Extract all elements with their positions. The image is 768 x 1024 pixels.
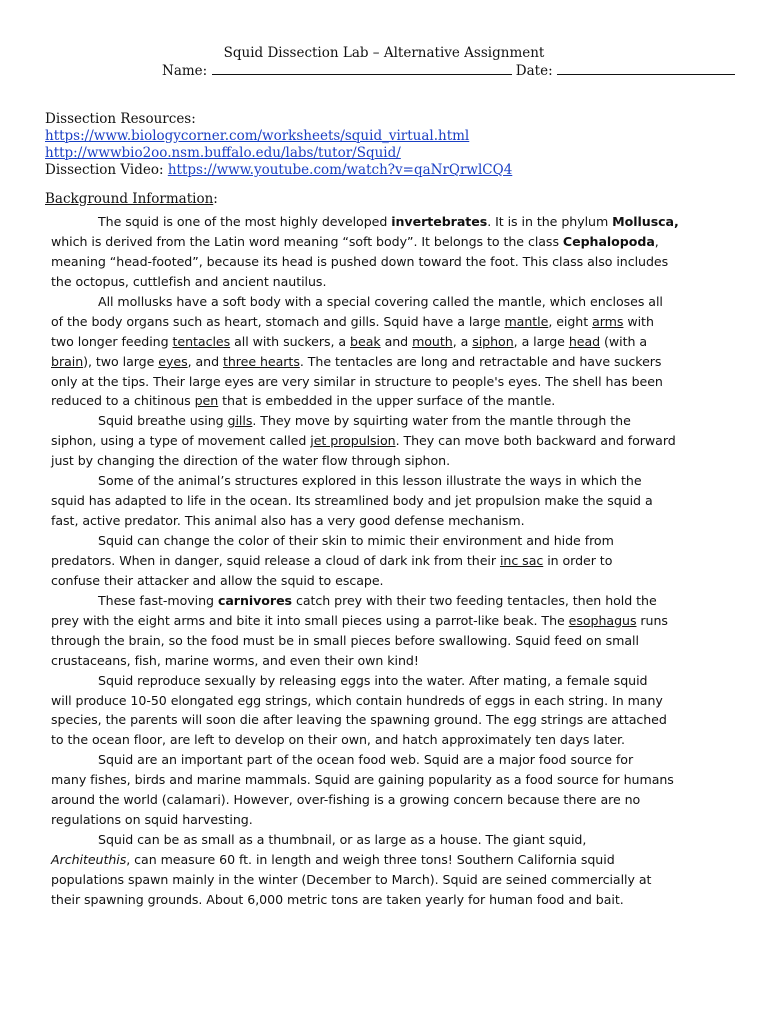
paragraph-line: The squid is one of the most highly developed invertebrates. It is in the phylum Mollusca,	[98, 214, 679, 229]
paragraph-line: confuse their attacker and allow the squid to escape.	[51, 572, 384, 588]
paragraph-line: Squid can change the color of their skin to mimic their environment and hide from	[98, 533, 614, 548]
paragraph-line: regulations on squid harvesting.	[51, 812, 253, 828]
paragraph-line: fast, active predator. This animal also has a very good defense mechanism.	[51, 513, 525, 529]
paragraph-line: to the ocean floor, are left to develop on their own, and hatch approximately ten days later.	[51, 732, 625, 748]
name-label: Name:	[162, 63, 208, 79]
paragraph-line: their spawning grounds. About 6,000 metric tons are taken yearly for human food and bait.	[51, 891, 624, 907]
name-date-line	[162, 62, 732, 80]
paragraph-line: brain), two large eyes, and three hearts. The tentacles are long and retractable and have suckers	[51, 353, 662, 369]
paragraph-line: will produce 10-50 elongated egg strings, which contain hundreds of eggs in each string. In many	[51, 692, 663, 708]
paragraph-line: only at the tips. Their large eyes are very similar in structure to people's eyes. The shell has been	[51, 373, 663, 389]
paragraph-line: the octopus, cuttlefish and ancient nautilus.	[51, 273, 327, 289]
paragraph-line: These fast-moving carnivores catch prey with their two feeding tentacles, then hold the	[98, 592, 657, 608]
paragraph-line: just by changing the direction of the water flow through siphon.	[51, 453, 451, 469]
paragraph-line: two longer feeding tentacles all with suckers, a beak and mouth, a siphon, a large head (with a	[51, 333, 648, 349]
name-blank[interactable]	[212, 62, 512, 75]
paragraph-line: Squid are an important part of the ocean food web. Squid are a major food source for	[98, 752, 634, 768]
paragraph-line: predators. When in danger, squid release a cloud of dark ink from their inc sac in order to	[51, 552, 613, 568]
paragraph-line: All mollusks have a soft body with a special covering called the mantle, which encloses all	[98, 293, 663, 309]
background-heading: Background Information:	[45, 191, 218, 207]
video-label: Dissection Video:	[45, 162, 168, 178]
buffalo-tutor-link[interactable]: http://wwwbio2oo.nsm.buffalo.edu/labs/tutor/Squid/	[45, 145, 401, 161]
paragraph-line: around the world (calamari). However, over-fishing is a growing concern because there are no	[51, 792, 641, 808]
paragraph-line: Some of the animal’s structures explored in this lesson illustrate the ways in which the	[98, 473, 642, 489]
paragraph-line: through the brain, so the food must be in small pieces before swallowing. Squid feed on small	[51, 632, 639, 648]
biologycorner-link[interactable]: https://www.biologycorner.com/worksheets/squid_virtual.html	[45, 128, 470, 144]
paragraph-line: Squid breathe using gills. They move by squirting water from the mantle through the	[98, 413, 631, 429]
date-blank[interactable]	[557, 62, 735, 75]
paragraph-line: meaning “head-footed”, because its head is pushed down toward the foot. This class also includes	[51, 253, 669, 269]
paragraph-line: crustaceans, fish, marine worms, and even their own kind!	[51, 652, 419, 668]
date-label: Date:	[515, 63, 553, 79]
paragraph-line: Architeuthis, can measure 60 ft. in length and weigh three tons! Southern California squid	[51, 852, 615, 867]
background-body	[51, 212, 731, 910]
paragraph-line: prey with the eight arms and bite it into small pieces using a parrot-like beak. The esophagus runs	[51, 612, 668, 628]
paragraph-line: many fishes, birds and marine mammals. Squid are gaining popularity as a food source for humans	[51, 772, 674, 788]
paragraph-line: siphon, using a type of movement called jet propulsion. They can move both backward and forward	[51, 433, 676, 449]
paragraph-line: squid has adapted to life in the ocean. Its streamlined body and jet propulsion make the squid a	[51, 493, 653, 509]
paragraph-line: Squid can be as small as a thumbnail, or as large as a house. The giant squid,	[98, 832, 587, 848]
dissection-resources	[45, 111, 735, 179]
paragraph-line: reduced to a chitinous pen that is embedded in the upper surface of the mantle.	[51, 393, 556, 409]
paragraph-line: species, the parents will soon die after leaving the spawning ground. The egg strings are attached	[51, 712, 667, 728]
paragraph-line: which is derived from the Latin word meaning “soft body”. It belongs to the class Cephalopoda,	[51, 233, 659, 249]
document-title: Squid Dissection Lab – Alternative Assignment	[223, 45, 545, 61]
youtube-video-link[interactable]: https://www.youtube.com/watch?v=qaNrQrwlCQ4	[167, 162, 513, 178]
resources-heading: Dissection Resources:	[45, 111, 196, 127]
paragraph-line: populations spawn mainly in the winter (December to March). Squid are seined commercially at	[51, 871, 652, 887]
paragraph-line: Squid reproduce sexually by releasing eggs into the water. After mating, a female squid	[98, 672, 648, 688]
paragraph-line: of the body organs such as heart, stomach and gills. Squid have a large mantle, eight arms with	[51, 313, 654, 329]
